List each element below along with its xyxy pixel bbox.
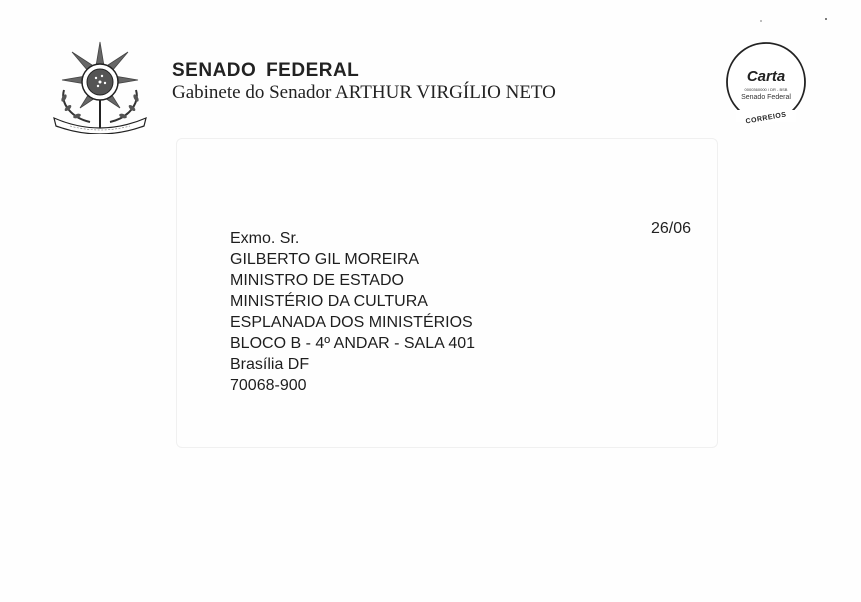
address-line: MINISTÉRIO DA CULTURA bbox=[230, 293, 428, 310]
address-line: BLOCO B - 4º ANDAR - SALA 401 bbox=[230, 335, 476, 352]
stamp-carrier: CORREIOS bbox=[745, 111, 788, 126]
stamp-code: 0000360000 / DR - BSB bbox=[744, 87, 788, 92]
paper-speck bbox=[825, 18, 827, 20]
address-line: Exmo. Sr. bbox=[230, 230, 300, 247]
org-name: SENADO FEDERAL bbox=[172, 60, 360, 81]
stamp-title: Carta bbox=[746, 68, 786, 85]
paper-speck bbox=[760, 20, 762, 22]
address-line: Brasília DF bbox=[230, 356, 310, 373]
address-line: ESPLANADA DOS MINISTÉRIOS bbox=[230, 314, 473, 331]
address-line: 70068-900 bbox=[230, 377, 307, 394]
office-line: Gabinete do Senador ARTHUR VIRGÍLIO NETO bbox=[172, 82, 556, 103]
stamp-sender: Senado Federal bbox=[741, 94, 791, 101]
letter-date: 26/06 bbox=[651, 220, 692, 237]
postage-stamp-icon bbox=[718, 40, 813, 130]
coat-of-arms-icon bbox=[50, 38, 150, 134]
recipient-address bbox=[230, 228, 475, 396]
address-line: MINISTRO DE ESTADO bbox=[230, 272, 404, 289]
address-line: GILBERTO GIL MOREIRA bbox=[230, 251, 420, 268]
